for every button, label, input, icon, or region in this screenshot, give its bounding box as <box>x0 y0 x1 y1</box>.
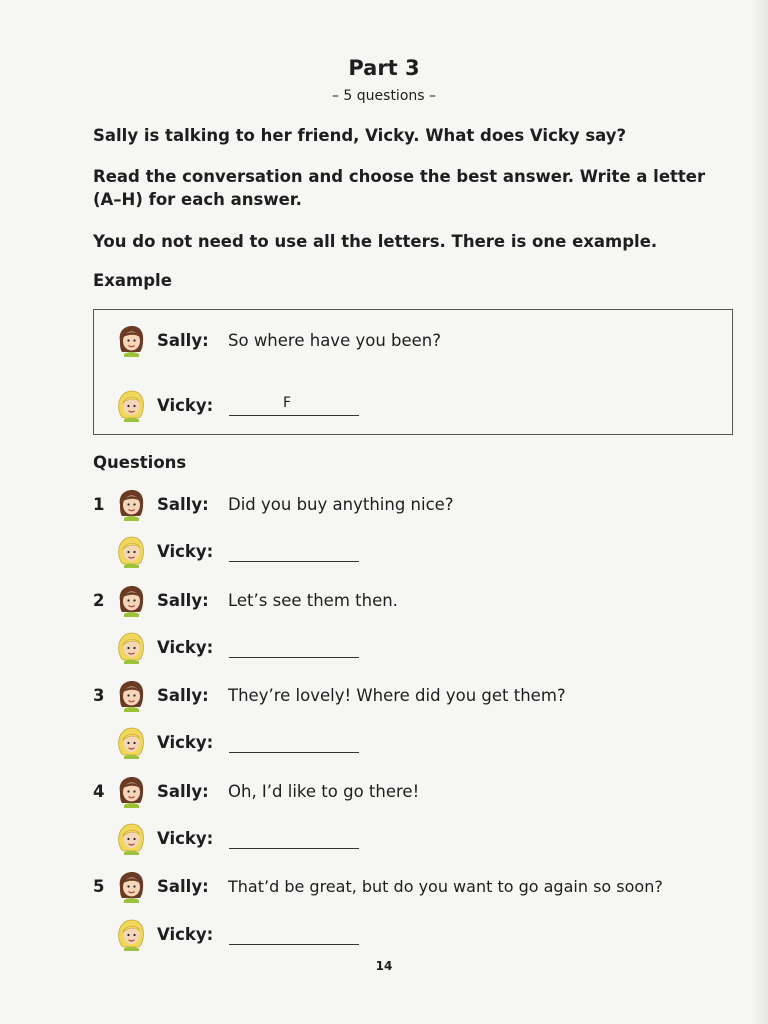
sally-face-icon <box>116 585 146 617</box>
speaker-name: Vicky: <box>157 638 214 657</box>
question-1-sally-line <box>0 489 768 521</box>
example-label: Example <box>93 271 172 290</box>
sally-face-icon <box>116 325 146 357</box>
page-title: Part 3 <box>348 56 420 80</box>
vicky-face-icon <box>116 727 146 759</box>
speaker-name: Vicky: <box>157 733 214 752</box>
sally-utterance: So where have you been? <box>228 331 442 350</box>
answer-blank[interactable] <box>229 657 359 658</box>
example-sally-line <box>0 325 768 357</box>
answer-blank[interactable] <box>229 752 359 753</box>
question-2-sally-line <box>0 585 768 617</box>
question-3-sally-line <box>0 680 768 712</box>
question-number: 5 <box>93 877 105 896</box>
answer-blank[interactable] <box>229 848 359 849</box>
vicky-face-icon <box>116 390 146 422</box>
question-5-vicky-line <box>0 919 768 951</box>
question-number: 1 <box>93 495 105 514</box>
sally-face-icon <box>116 871 146 903</box>
question-5-sally-line <box>0 871 768 903</box>
speaker-name: Vicky: <box>157 925 214 944</box>
speaker-name: Sally: <box>157 495 209 514</box>
question-2-vicky-line <box>0 632 768 664</box>
speaker-name: Sally: <box>157 686 209 705</box>
speaker-name: Vicky: <box>157 396 214 415</box>
questions-label: Questions <box>93 453 187 472</box>
page-subtitle: – 5 questions – <box>331 88 437 104</box>
page-edge-shadow <box>750 0 768 1024</box>
sally-face-icon <box>116 680 146 712</box>
sally-face-icon <box>116 776 146 808</box>
answer-blank[interactable] <box>229 944 359 945</box>
speaker-name: Vicky: <box>157 542 214 561</box>
vicky-face-icon <box>116 823 146 855</box>
question-number: 4 <box>93 782 105 801</box>
example-answer-letter: F <box>283 395 292 411</box>
sally-utterance: Did you buy anything nice? <box>228 495 454 514</box>
instruction-2: Read the conversation and choose the best answer. Write a letter (A–H) for each answer. <box>93 167 706 209</box>
instruction-1: Sally is talking to her friend, Vicky. What does Vicky say? <box>93 126 627 145</box>
sally-utterance: That’d be great, but do you want to go again so soon? <box>228 877 663 896</box>
speaker-name: Sally: <box>157 331 209 350</box>
question-number: 3 <box>93 686 105 705</box>
page-number: 14 <box>375 959 393 973</box>
answer-blank[interactable] <box>229 561 359 562</box>
sally-utterance: Let’s see them then. <box>228 591 398 610</box>
sally-utterance: Oh, I’d like to go there! <box>228 782 420 801</box>
sally-face-icon <box>116 489 146 521</box>
question-4-sally-line <box>0 776 768 808</box>
example-vicky-line <box>0 390 768 422</box>
instruction-3: You do not need to use all the letters. There is one example. <box>93 232 658 251</box>
speaker-name: Sally: <box>157 591 209 610</box>
speaker-name: Sally: <box>157 782 209 801</box>
vicky-face-icon <box>116 632 146 664</box>
question-number: 2 <box>93 591 105 610</box>
sally-utterance: They’re lovely! Where did you get them? <box>228 686 566 705</box>
question-1-vicky-line <box>0 536 768 568</box>
speaker-name: Sally: <box>157 877 209 896</box>
vicky-face-icon <box>116 536 146 568</box>
vicky-face-icon <box>116 919 146 951</box>
question-4-vicky-line <box>0 823 768 855</box>
speaker-name: Vicky: <box>157 829 214 848</box>
answer-blank <box>229 415 359 416</box>
question-3-vicky-line <box>0 727 768 759</box>
